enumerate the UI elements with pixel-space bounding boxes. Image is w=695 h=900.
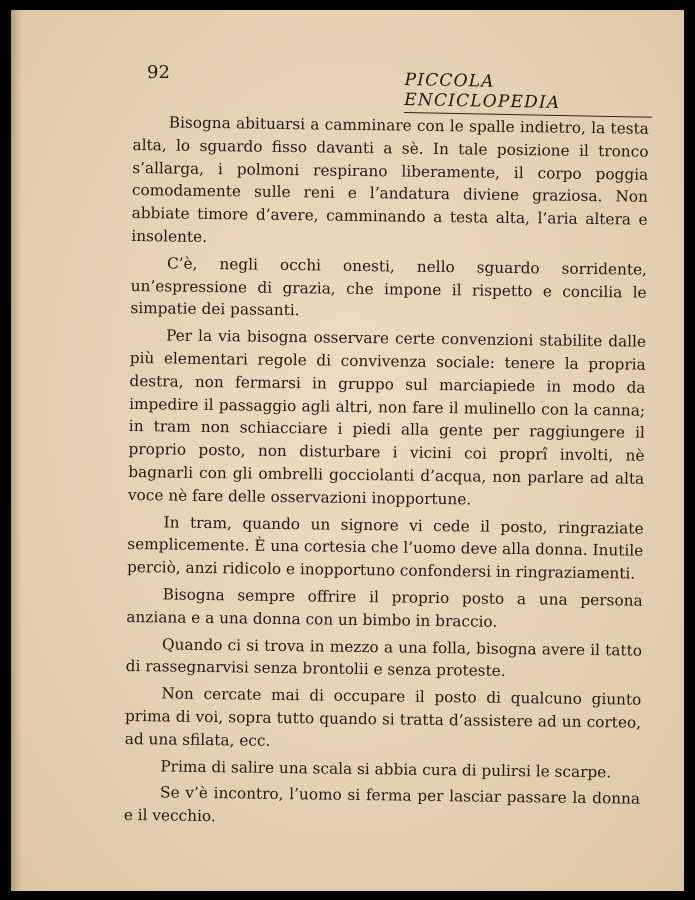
running-title: PICCOLA ENCICLOPEDIA (404, 70, 653, 118)
paragraph: Prima di salire una scala si abbia cura di pulirsi le scarpe. (160, 756, 612, 781)
page-gutter-shadow (11, 10, 21, 891)
paragraph: Bisogna abituarsi a camminare con le spalle indietro, la testa alta, lo sguardo fisso davanti a sè. In tale posizione il tronco s’allarga, i polmoni respirano liberamente, il corpo poggia comodamente sulle reni e l’andatura diviene graziosa. Non abbiate timore d’avere, camminando a testa alta, l’aria altera e insolente. (131, 113, 649, 246)
book-page (11, 10, 684, 891)
page-number: 92 (147, 62, 170, 83)
paragraph: Per la via bisogna osservare certe convenzioni stabilite dalle più elementari regole di convivenza sociale: tenere la propria destra, non fermarsi in gruppo sul marciapiede in modo da impedire il passaggio agli altri, non fare il mulinello con la canna; in tram non schiacciare i piedi alla gente per raggiungere il proprio posto, non disturbare i vicini coi proprî involti, nè bagnarli con gli ombrelli gocciolanti d’acqua, non parlare ad alta voce nè fare delle osservazioni inopportune. (127, 326, 647, 509)
paragraph: Non cercate mai di occupare il posto di qualcuno giunto prima di voi, sopra tutto quando si tratta d’assistere ad un corteo, ad una sfilata, ecc. (124, 684, 642, 750)
paragraph: Quando ci si trova in mezzo a una folla, bisogna avere il tatto di rassegnarvisi senza brontolii e senza proteste. (125, 634, 643, 681)
paragraph: C’è, negli occhi onesti, nello sguardo sorridente, un’espressione di grazia, che impone il rispetto e concilia le simpatie dei passanti. (130, 254, 648, 320)
paragraph: Se v’è incontro, l’uomo si ferma per lasciar passare la donna e il vecchio. (123, 783, 641, 826)
paragraph: In tram, quando un signore vi cede il posto, ringraziate semplicemente. È una cortesia che l’uomo deve alla donna. Inutile perciò, anzi ridicolo e inopportuno confondersi in ringraziamenti. (126, 512, 644, 583)
body-text (124, 111, 649, 838)
paragraph: Bisogna sempre offrire il proprio posto a una persona anziana e a una donna con un bimbo in braccio. (126, 585, 643, 631)
